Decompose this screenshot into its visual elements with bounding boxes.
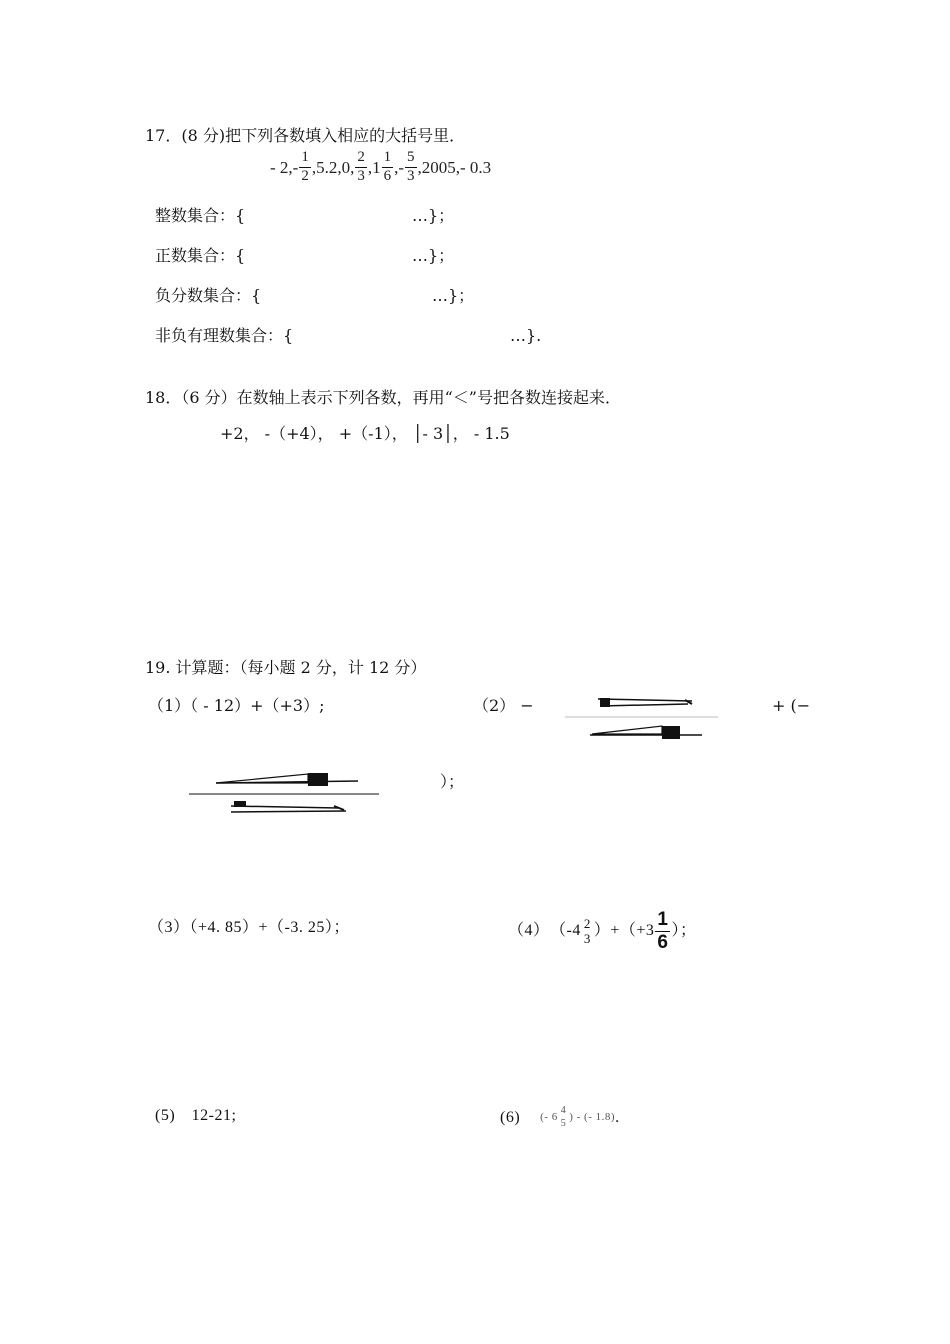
set-nonnegative-rational-end: …}. xyxy=(510,326,542,345)
q19-problem-2-start: （2） − xyxy=(473,696,534,715)
set-nonnegative-rational-label: 非负有理数集合：{ xyxy=(155,326,294,345)
q19-problem-6-period: . xyxy=(615,1108,620,1126)
q17-title: 17．(8 分)把下列各数填入相应的大括号里． xyxy=(145,126,466,145)
set-positive-end: …}； xyxy=(412,246,455,265)
q17-numbers-part: ,2005,- 0.3 xyxy=(417,157,492,177)
q19-problem-1: （1）（ - 12）+（+3）; xyxy=(148,696,325,715)
set-negative-fraction-label: 负分数集合：{ xyxy=(155,286,262,305)
set-negative-fraction-end: …}； xyxy=(432,286,475,305)
fraction: $\frac{1}{2}$ xyxy=(301,149,309,184)
q17-numbers-part: ,5.2,0, xyxy=(311,157,355,177)
set-positive-label: 正数集合：{ xyxy=(155,246,246,265)
garbled-fraction-graphic xyxy=(186,770,386,822)
set-integer-end: …}； xyxy=(412,206,455,225)
q19-problem-6-part: ) - (- 1.8) xyxy=(569,1111,616,1123)
q19-problem-6-label: (6) xyxy=(500,1108,521,1126)
q19-problem-4-part: ）+（+3 xyxy=(593,922,655,940)
fraction: 4 5 xyxy=(560,1105,567,1129)
fraction: $\frac{5}{3}$ xyxy=(407,149,415,184)
q19-problem-4 xyxy=(508,910,697,953)
q18-numbers: +2， -（+4）， +（-1）， │- 3│， - 1.5 xyxy=(220,424,510,443)
q19-title: 19. 计算题：（每小题 2 分，计 12 分） xyxy=(145,658,427,677)
q19-problem-5: (5) 12-21; xyxy=(155,1107,237,1124)
q19-problem-2-end: ）； xyxy=(440,772,465,791)
fraction: $\frac{2}{3}$ xyxy=(357,149,365,184)
q17-numbers-part: - 2,- xyxy=(270,157,299,177)
q17-numbers-part: ,- xyxy=(394,157,404,177)
fraction: $\frac{1}{6}$ xyxy=(383,149,392,184)
q19-problem-4-part: （4） （-4 xyxy=(508,922,581,940)
q18-title: 18．（6 分）在数轴上表示下列各数，再用“＜”号把各数连接起来． xyxy=(145,388,621,407)
q17-numbers-part: ,1 xyxy=(367,157,381,177)
set-integer-label: 整数集合：{ xyxy=(155,206,246,225)
q19-problem-2-mid: + (− xyxy=(772,696,811,715)
q19-problem-3: （3）（+4. 85）+（-3. 25）； xyxy=(148,919,350,936)
fraction: $\frac{1}{6}$ xyxy=(657,909,669,953)
q17-number-list xyxy=(270,150,491,185)
q19-problem-6 xyxy=(500,1106,620,1129)
q19-problem-4-part: ）； xyxy=(671,922,697,940)
q19-problem-6-part: (- 6 xyxy=(540,1111,558,1123)
garbled-fraction-graphic xyxy=(560,690,730,742)
fraction: 2 3 xyxy=(583,915,591,947)
